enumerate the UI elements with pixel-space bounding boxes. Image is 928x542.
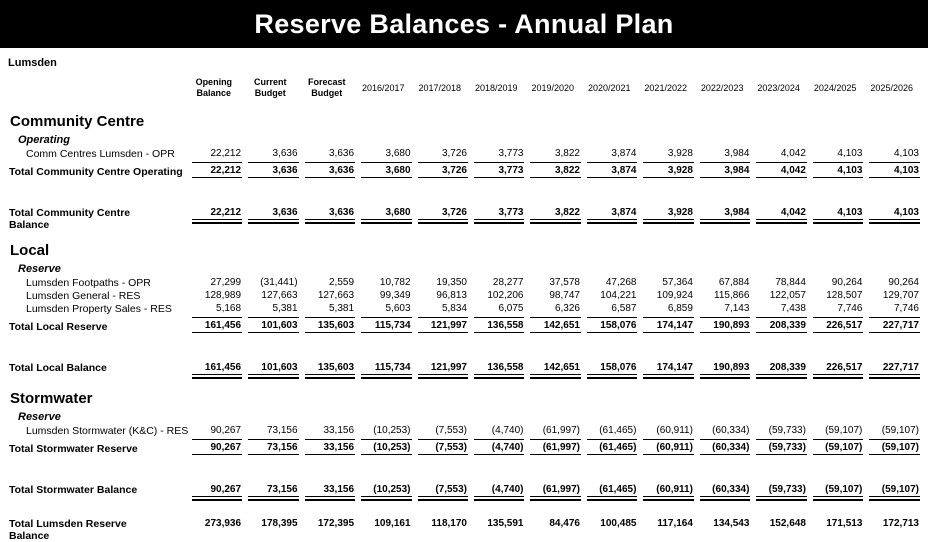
spacer-row	[4, 333, 920, 361]
value-cell: 4,042	[750, 160, 806, 178]
section-header-label: Local	[10, 242, 50, 259]
value-cell: (60,334)	[712, 425, 750, 436]
row-label: Total Local Balance	[9, 362, 107, 374]
detail-row	[4, 147, 920, 160]
value-cell: 22,212	[186, 160, 242, 178]
value-cell: (60,911)	[637, 483, 693, 501]
detail-row	[4, 302, 920, 315]
value-cell: 117,164	[657, 518, 693, 529]
value-cell: 3,984	[724, 148, 750, 159]
value-cell: 90,264	[888, 277, 919, 288]
value-cell: 101,603	[242, 361, 298, 379]
value-cell: 3,874	[611, 148, 637, 159]
value-cell: 109,924	[656, 290, 693, 301]
column-header: Opening Balance	[195, 77, 233, 98]
value-cell: 7,746	[837, 303, 863, 314]
row-label: Total Local Reserve	[9, 321, 108, 333]
value-cell: 3,822	[524, 206, 580, 231]
value-cell: 158,076	[581, 315, 637, 333]
region-label: Lumsden	[8, 57, 57, 69]
balance-row	[4, 483, 920, 501]
value-cell: 161,456	[186, 361, 242, 379]
value-cell: 208,339	[750, 361, 806, 379]
row-label: Total Stormwater Reserve	[9, 443, 138, 455]
value-cell: 33,156	[299, 437, 355, 455]
subsection-header-label: Reserve	[18, 263, 61, 275]
spacer-row	[4, 178, 920, 206]
value-cell: (10,253)	[355, 483, 411, 501]
subtotal-row	[4, 437, 920, 455]
value-cell: 3,822	[554, 148, 580, 159]
value-cell: 104,221	[600, 290, 637, 301]
value-cell: 90,267	[186, 483, 242, 501]
value-cell: 99,349	[379, 290, 411, 301]
row-label: Lumsden Stormwater (K&C) - RES	[26, 425, 189, 437]
value-cell: 37,578	[549, 277, 580, 288]
value-cell: 3,984	[694, 160, 750, 178]
value-cell: 3,636	[329, 148, 355, 159]
value-cell: 142,651	[524, 315, 580, 333]
column-header: 2020/2021	[587, 82, 631, 93]
value-cell: 128,989	[204, 290, 242, 301]
value-cell: (60,911)	[656, 425, 693, 436]
row-label: Lumsden Footpaths - OPR	[26, 277, 151, 289]
value-cell: 129,707	[882, 290, 919, 301]
value-cell: 5,603	[385, 303, 411, 314]
value-cell: 152,648	[769, 518, 806, 529]
value-cell: 109,161	[374, 518, 411, 529]
value-cell: 136,558	[468, 315, 524, 333]
value-cell: 4,103	[807, 160, 863, 178]
value-cell: 102,206	[487, 290, 524, 301]
spacer	[4, 333, 920, 361]
value-cell: 115,866	[714, 290, 750, 301]
value-cell: (4,740)	[468, 483, 524, 501]
value-cell: 178,395	[261, 518, 298, 529]
balance-row	[4, 206, 920, 231]
value-cell: (10,253)	[373, 425, 411, 436]
value-cell: 3,680	[355, 206, 411, 231]
value-cell: 73,156	[242, 483, 298, 501]
value-cell: (59,107)	[863, 437, 920, 455]
value-cell: (61,997)	[542, 425, 580, 436]
subsection-header	[4, 409, 920, 424]
spacer	[4, 455, 920, 483]
value-cell: 3,636	[272, 148, 298, 159]
value-cell: 136,558	[468, 361, 524, 379]
detail-row	[4, 424, 920, 437]
value-cell: 4,042	[750, 206, 806, 231]
value-cell: 4,103	[807, 206, 863, 231]
value-cell: (59,107)	[807, 483, 863, 501]
value-cell: 135,603	[299, 315, 355, 333]
row-label: Total Lumsden Reserve Balance	[9, 518, 127, 542]
title-banner	[0, 0, 928, 48]
value-cell: 3,822	[524, 160, 580, 178]
value-cell: 4,103	[863, 206, 920, 231]
value-cell: 33,156	[299, 483, 355, 501]
value-cell: 4,103	[863, 160, 920, 178]
column-header: 2025/2026	[870, 82, 913, 93]
value-cell: (60,334)	[694, 483, 750, 501]
subtotal-row	[4, 315, 920, 333]
value-cell: 7,143	[724, 303, 750, 314]
value-cell: 142,651	[524, 361, 580, 379]
value-cell: 171,513	[826, 518, 863, 529]
value-cell: 5,381	[329, 303, 355, 314]
value-cell: 90,264	[831, 277, 863, 288]
value-cell: 190,893	[694, 315, 750, 333]
column-header: 2021/2022	[644, 82, 687, 93]
column-header: Forecast Budget	[308, 77, 346, 98]
value-cell: 4,103	[893, 148, 919, 159]
value-cell: 98,747	[549, 290, 580, 301]
value-cell: 3,636	[299, 160, 355, 178]
spacer	[4, 178, 920, 206]
value-cell: 2,559	[329, 277, 355, 288]
value-cell: (10,253)	[355, 437, 411, 455]
value-cell: 47,268	[605, 277, 637, 288]
value-cell: 7,746	[893, 303, 919, 314]
value-cell: 174,147	[637, 361, 693, 379]
value-cell: 101,603	[242, 315, 298, 333]
value-cell: (59,733)	[768, 425, 806, 436]
value-cell: 10,782	[379, 277, 411, 288]
value-cell: (4,740)	[491, 425, 524, 436]
value-cell: (61,997)	[524, 437, 580, 455]
detail-row	[4, 289, 920, 302]
value-cell: 127,663	[261, 290, 298, 301]
value-cell: 33,156	[323, 425, 355, 436]
value-cell: 90,267	[186, 437, 242, 455]
value-cell: 3,726	[412, 160, 468, 178]
spacer	[4, 505, 920, 517]
section-header	[4, 235, 920, 261]
value-cell: 5,834	[441, 303, 467, 314]
value-cell: 121,997	[412, 315, 468, 333]
value-cell: (7,553)	[412, 437, 468, 455]
value-cell: (59,733)	[750, 483, 806, 501]
value-cell: 172,395	[317, 518, 355, 529]
section-header-label: Community Centre	[10, 113, 145, 130]
value-cell: 5,168	[216, 303, 242, 314]
value-cell: 226,517	[807, 315, 863, 333]
grandtotal-row	[4, 517, 920, 542]
value-cell: 190,893	[694, 361, 750, 379]
section-header-label: Stormwater	[10, 390, 93, 407]
row-label: Total Stormwater Balance	[9, 484, 138, 496]
value-cell: 135,603	[299, 361, 355, 379]
value-cell: 115,734	[355, 361, 411, 379]
value-cell: 100,485	[600, 518, 637, 529]
value-cell: (7,553)	[412, 483, 468, 501]
column-header-row	[4, 71, 920, 106]
value-cell: (61,465)	[581, 483, 637, 501]
value-cell: 73,156	[266, 425, 298, 436]
value-cell: 174,147	[637, 315, 693, 333]
value-cell: 84,476	[549, 518, 580, 529]
value-cell: 3,773	[468, 206, 524, 231]
column-header: 2019/2020	[531, 82, 574, 93]
value-cell: 161,456	[186, 315, 242, 333]
page-title: Reserve Balances - Annual Plan	[254, 8, 674, 39]
value-cell: 28,277	[492, 277, 524, 288]
value-cell: 6,075	[498, 303, 524, 314]
value-cell: (59,107)	[881, 425, 919, 436]
label-column-header	[4, 71, 186, 106]
value-cell: 3,636	[299, 206, 355, 231]
value-cell: 6,859	[667, 303, 693, 314]
value-cell: (61,997)	[524, 483, 580, 501]
value-cell: (60,334)	[694, 437, 750, 455]
value-cell: 118,170	[431, 518, 467, 529]
value-cell: 4,103	[837, 148, 863, 159]
value-cell: 3,680	[385, 148, 411, 159]
column-header: 2018/2019	[474, 82, 518, 93]
value-cell: 78,844	[775, 277, 806, 288]
value-cell: (59,107)	[863, 483, 920, 501]
value-cell: (59,107)	[825, 425, 863, 436]
column-header: 2017/2018	[418, 82, 462, 93]
value-cell: 7,438	[780, 303, 806, 314]
row-label: Comm Centres Lumsden - OPR	[26, 148, 175, 160]
section-header	[4, 106, 920, 132]
value-cell: (59,733)	[750, 437, 806, 455]
subsection-header-label: Operating	[18, 134, 70, 146]
reserve-balances-table	[4, 71, 920, 542]
value-cell: (60,911)	[637, 437, 693, 455]
value-cell: 227,717	[863, 315, 920, 333]
row-label: Lumsden Property Sales - RES	[26, 303, 172, 315]
subsection-header	[4, 261, 920, 276]
value-cell: (7,553)	[435, 425, 467, 436]
value-cell: 127,663	[317, 290, 355, 301]
balance-row	[4, 361, 920, 379]
value-cell: 6,326	[554, 303, 580, 314]
value-cell: 57,364	[662, 277, 693, 288]
value-cell: 22,212	[186, 206, 242, 231]
row-label: Total Community Centre Balance	[9, 207, 131, 231]
subsection-header-label: Reserve	[18, 411, 61, 423]
value-cell: 135,591	[487, 518, 524, 529]
column-header: 2024/2025	[813, 82, 857, 93]
value-cell: 3,928	[637, 206, 693, 231]
value-cell: 134,543	[713, 518, 750, 529]
value-cell: 3,773	[468, 160, 524, 178]
value-cell: 128,507	[826, 290, 863, 301]
value-cell: 3,984	[694, 206, 750, 231]
value-cell: 3,874	[581, 206, 637, 231]
value-cell: 3,680	[355, 160, 411, 178]
value-cell: (61,465)	[581, 437, 637, 455]
value-cell: 3,636	[242, 160, 298, 178]
value-cell: 273,936	[204, 518, 242, 529]
column-header: 2023/2024	[757, 82, 800, 93]
value-cell: (59,107)	[807, 437, 863, 455]
value-cell: 115,734	[355, 315, 411, 333]
value-cell: 3,726	[412, 206, 468, 231]
value-cell: 3,636	[242, 206, 298, 231]
value-cell: (4,740)	[468, 437, 524, 455]
value-cell: 122,057	[769, 290, 806, 301]
value-cell: 172,713	[882, 518, 919, 529]
value-cell: 3,928	[637, 160, 693, 178]
row-label: Total Community Centre Operating	[9, 166, 183, 178]
value-cell: 3,874	[581, 160, 637, 178]
value-cell: 22,212	[210, 148, 242, 159]
value-cell: 4,042	[780, 148, 806, 159]
value-cell: 227,717	[863, 361, 920, 379]
spacer-row	[4, 455, 920, 483]
value-cell: 73,156	[242, 437, 298, 455]
value-cell: 226,517	[807, 361, 863, 379]
subsection-header	[4, 132, 920, 147]
value-cell: 6,587	[611, 303, 637, 314]
value-cell: 3,726	[441, 148, 467, 159]
value-cell: 208,339	[750, 315, 806, 333]
row-label: Lumsden General - RES	[26, 290, 141, 302]
subtotal-row	[4, 160, 920, 178]
column-header: 2022/2023	[700, 82, 744, 93]
value-cell: 3,928	[667, 148, 693, 159]
value-cell: 19,350	[436, 277, 467, 288]
value-cell: 90,267	[210, 425, 242, 436]
value-cell: 5,381	[272, 303, 298, 314]
value-cell: 96,813	[436, 290, 467, 301]
column-header: Current Budget	[254, 77, 287, 98]
table-body	[4, 106, 920, 542]
value-cell: 158,076	[581, 361, 637, 379]
detail-row	[4, 276, 920, 289]
value-cell: (31,441)	[260, 277, 298, 288]
value-cell: (61,465)	[599, 425, 637, 436]
column-header: 2016/2017	[362, 82, 405, 93]
section-header	[4, 383, 920, 409]
value-cell: 3,773	[498, 148, 524, 159]
value-cell: 121,997	[412, 361, 468, 379]
spacer-row	[4, 505, 920, 517]
value-cell: 27,299	[210, 277, 242, 288]
value-cell: 67,884	[718, 277, 750, 288]
